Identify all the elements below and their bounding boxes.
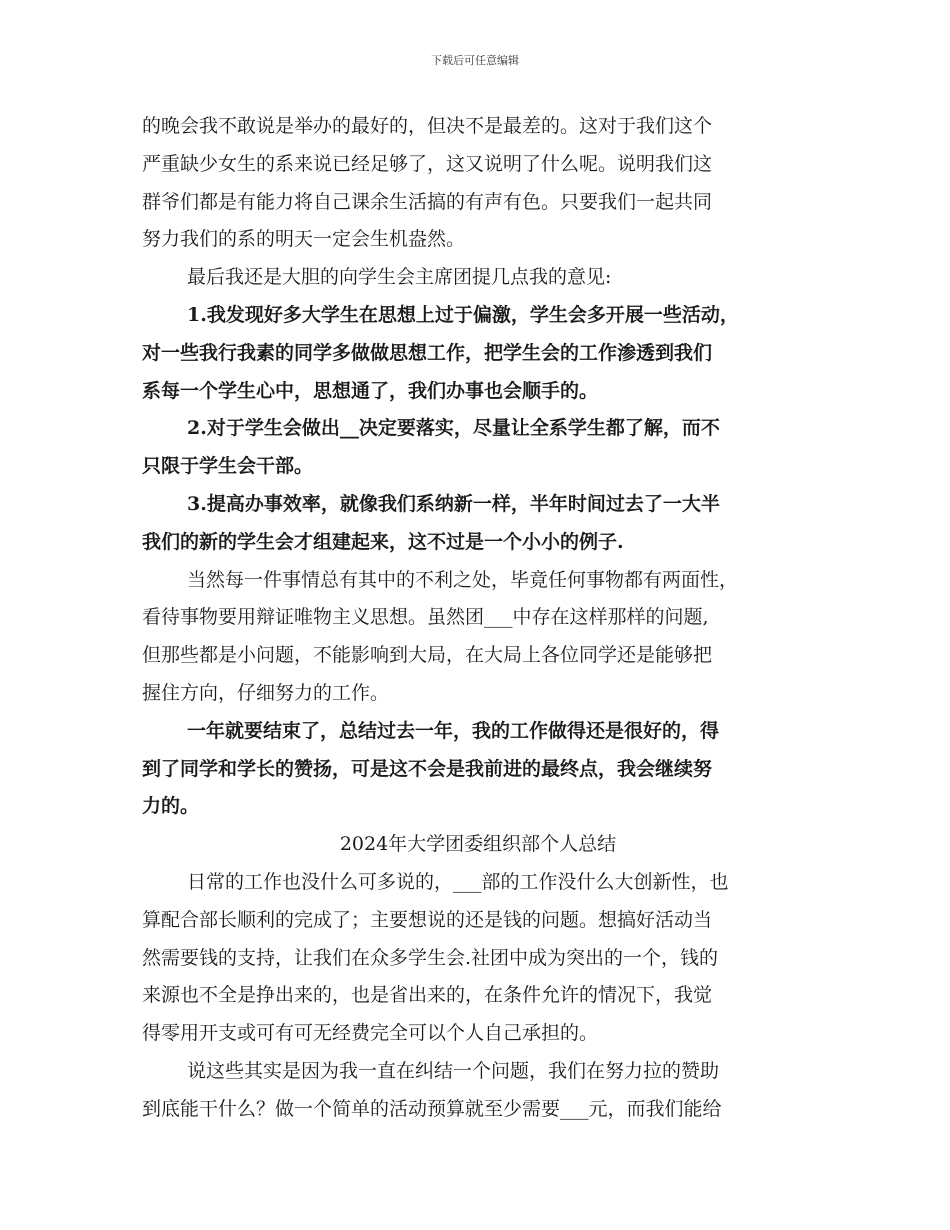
text-line: 但那些都是小问题，不能影响到大局，在大局上各位同学还是能够把 xyxy=(142,644,713,667)
text-line: 系每一个学生心中，思想通了，我们办事也会顺手的。 xyxy=(142,379,599,402)
text-line: 最后我还是大胆的向学生会主席团提几点我的意见: xyxy=(187,266,612,289)
document-body xyxy=(142,108,814,1129)
section-title xyxy=(142,826,814,864)
paragraph xyxy=(142,1053,814,1129)
text-line: 努力我们的系的明天一定会生机盎然。 xyxy=(142,228,466,251)
page-header: 下载后可任意编辑 xyxy=(431,54,519,67)
text-line: 我们的新的学生会才组建起来，这不过是一个小小的例子. xyxy=(142,530,624,553)
text-line: 对一些我行我素的同学多做做思想工作，把学生会的工作渗透到我们 xyxy=(142,341,713,364)
text-line: 的晚会我不敢说是举办的最好的，但决不是最差的。这对于我们这个 xyxy=(142,115,713,137)
text-line: 握住方向，仔细努力的工作。 xyxy=(142,681,390,704)
text-line: 2024年大学团委组织部个人总结 xyxy=(339,833,617,856)
text-line: 只限于学生会干部。 xyxy=(142,455,314,478)
paragraph xyxy=(142,486,814,562)
paragraph xyxy=(142,864,814,1053)
text-line: 严重缺少女生的系来说已经足够了，这又说明了什么呢。说明我们这 xyxy=(142,152,713,175)
paragraph xyxy=(142,259,814,297)
text-line: 算配合部长顺利的完成了；主要想说的还是钱的问题。想搞好活动当 xyxy=(142,908,713,931)
text-line: 看待事物要用辩证唯物主义思想。虽然团___中存在这样那样的问题, xyxy=(142,606,709,629)
text-line: 到了同学和学长的赞扬，可是这不会是我前进的最终点，我会继续努 xyxy=(142,757,713,780)
paragraph xyxy=(142,713,814,826)
text-line: 得零用开支或可有可无经费完全可以个人自己承担的。 xyxy=(142,1022,599,1045)
text-line: 当然每一件事情总有其中的不利之处，毕竟任何事物都有两面性， xyxy=(187,568,739,591)
text-line: 1.我发现好多大学生在思想上过于偏激，学生会多开展一些活动， xyxy=(187,303,739,326)
paragraph xyxy=(142,108,814,259)
text-line: 3.提高办事效率，就像我们系纳新一样，半年时间过去了一大半 xyxy=(187,492,720,515)
paragraph xyxy=(142,410,814,486)
paragraph xyxy=(142,297,814,410)
text-line: 群爷们都是有能力将自己课余生活搞的有声有色。只要我们一起共同 xyxy=(142,190,713,213)
text-line: 来源也不全是挣出来的，也是省出来的，在条件允许的情况下，我觉 xyxy=(142,984,713,1007)
text-line: 2.对于学生会做出__决定要落实，尽量让全系学生都了解，而不 xyxy=(187,417,720,440)
text-line: 日常的工作也没什么可多说的，___部的工作没什么大创新性，也 xyxy=(187,870,729,893)
text-line: 然需要钱的支持，让我们在众多学生会.社团中成为突出的一个，钱的 xyxy=(142,946,719,969)
text-line: 力的。 xyxy=(142,795,200,818)
text-line: 到底能干什么？做一个简单的活动预算就至少需要___元，而我们能给 xyxy=(142,1097,722,1120)
text-line: 一年就要结束了，总结过去一年，我的工作做得还是很好的，得 xyxy=(187,719,720,742)
paragraph xyxy=(142,562,814,713)
text-line: 说这些其实是因为我一直在纠结一个问题，我们在努力拉的赞助 xyxy=(187,1059,720,1082)
